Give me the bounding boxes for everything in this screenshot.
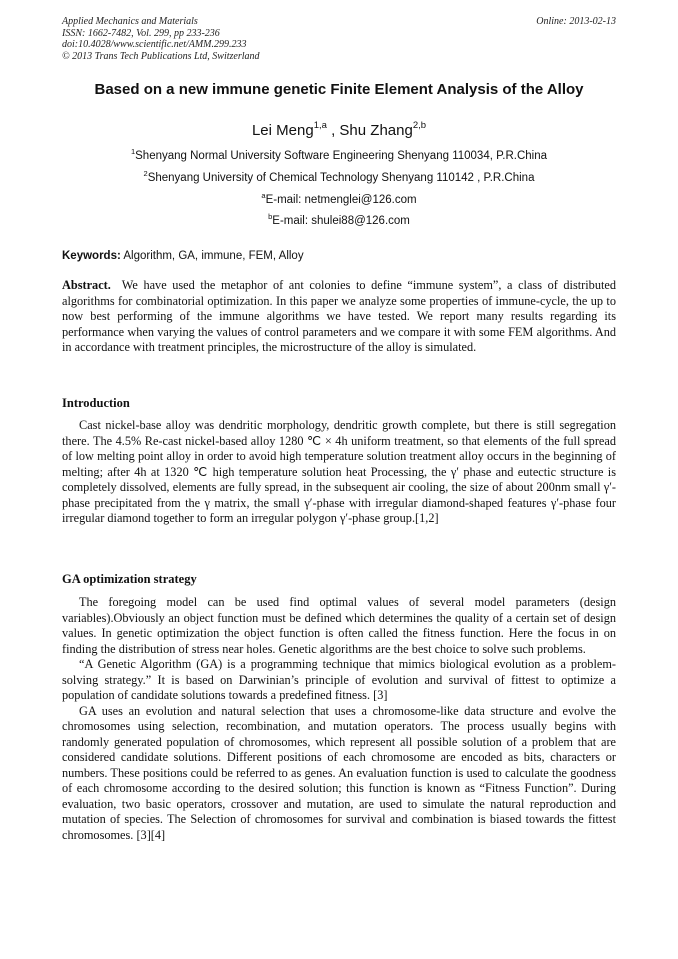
journal-issn: ISSN: 1662-7482, Vol. 299, pp 233-236	[62, 27, 220, 39]
ga-paragraph-1: The foregoing model can be used find optimal values of several model parameters (design variables).Obviously an object function must be defined which determines the quality of a certain set of design values. In genetic optimization the object function is often called the fitness function. Here the focus in on finding the distribution of stress near holes. Genetic algorithms are the best choice to solve such problems.	[62, 595, 616, 656]
ga-paragraph-2: “A Genetic Algorithm (GA) is a programming technique that mimics biological evolution as a problem-solving strategy.” It is based on Darwinian’s principle of evolution and survival of fittest to optimize a population of candidate solutions towards a predefined fitness. [3]	[62, 657, 616, 702]
abstract-paragraph	[62, 278, 620, 356]
ga-body	[62, 595, 616, 843]
author-line	[30, 121, 648, 141]
section-heading-ga: GA optimization strategy	[62, 572, 197, 586]
email-2-text: E-mail: shulei88@126.com	[272, 215, 410, 227]
paper-title: Based on a new immune genetic Finite Element Analysis of the Alloy	[94, 81, 584, 98]
section-heading-introduction: Introduction	[62, 396, 130, 410]
abstract-label: Abstract.	[62, 278, 111, 292]
email-1	[30, 193, 648, 208]
online-date: Online: 2013-02-13	[536, 16, 616, 27]
affiliation-1-sup: 1	[130, 147, 136, 157]
email-2	[30, 214, 648, 229]
email-1-sup: a	[261, 191, 266, 201]
affiliation-2-text: Shenyang University of Chemical Technology Shenyang 110142 , P.R.China	[147, 172, 535, 184]
author-1: Lei Meng	[251, 122, 314, 139]
journal-name: Applied Mechanics and Materials	[62, 16, 198, 27]
introduction-body	[62, 418, 616, 527]
author-1-sup: 1,a	[313, 120, 327, 131]
email-1-text: E-mail: netmenglei@126.com	[265, 194, 417, 206]
affiliation-2	[30, 171, 648, 186]
abstract-text: We have used the metaphor of ant colonies to define “immune system”, a class of distributed algorithms for combinatorial optimization. In this paper we analyze some properties of immune-cycle, the up to now best performing of the immune algorithms we have tested. We report many results regarding its performance when varying the values of control parameters and we compare it with some FEM algorithms. And in accordance with treatment principles, the microstructure of the alloy is simulated.	[62, 278, 620, 354]
ga-paragraph-3: GA uses an evolution and natural selection that uses a chromosome-like data structure and evolve the chromosomes using selection, recombination, and mutation operators. The process usually begins with randomly generated population of chromosomes, which represent all possible solution of a problem that are considered candidate solutions. Different positions of each chromosome are encoded as bits, characters or numbers. These positions could be referred to as genes. An evaluation function is used to calculate the goodness of each chromosome according to the desired solution; this function is known as “Fitness Function”. During evaluation, two basic operators, crossover and mutation, are used to simulate the natural reproduction and mutation of species. The Selection of chromosomes for survival and combination is biased towards the fittest chromosomes. [3][4]	[62, 703, 616, 842]
author-2-sup: 2,b	[412, 120, 427, 131]
affiliation-1	[30, 149, 648, 164]
author-2: Shu Zhang	[339, 122, 413, 139]
author-separator: ,	[326, 122, 340, 139]
affiliation-1-text: Shenyang Normal University Software Engineering Shenyang 110034, P.R.China	[135, 150, 548, 162]
keywords-label: Keywords:	[62, 250, 121, 262]
journal-header	[62, 16, 616, 62]
journal-copyright: © 2013 Trans Tech Publications Ltd, Switzerland	[62, 50, 260, 62]
abstract	[62, 278, 620, 356]
affiliation-2-sup: 2	[143, 169, 148, 179]
keywords	[62, 249, 616, 264]
journal-doi: doi:10.4028/www.scientific.net/AMM.299.233	[62, 39, 247, 50]
keywords-text: Algorithm, GA, immune, FEM, Alloy	[120, 250, 304, 262]
email-2-sup: b	[268, 212, 273, 222]
introduction-paragraph: Cast nickel-base alloy was dendritic morphology, dendritic growth complete, but there is still segregation there. The 4.5% Re-cast nickel-based alloy 1280 ℃ × 4h uniform treatment, so that elements of the full spread of low melting point alloy in order to avoid high temperature solution treatment alloy occurs in the beginning of melting; after 4h at 1320 ℃ high temperature solution heat Processing, the γ′ phase and eutectic structure is completely dissolved, elements are fully spread, in the subsequent air cooling, the size of about 200nm small γ′-phase precipitated from the γ matrix, the small γ′-phase with irregular diamond-shaped features γ′-phase four irregular diamond together to form an irregular polygon γ′-phase group.[1,2]	[62, 418, 616, 525]
